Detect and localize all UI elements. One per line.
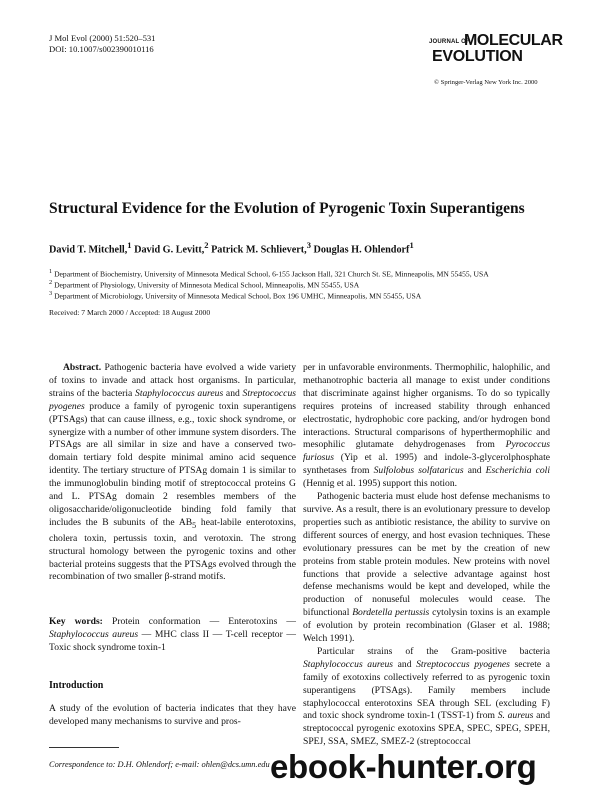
paragraph [303,491,550,646]
affiliation-text: Department of Microbiology, University of Minnesota Medical School, Box 196 UMHC, Minneapolis, MN 55455, USA [52,291,422,301]
footnote-rule [49,747,119,748]
text-run: secrete a family of exotoxins collectively referred to as pyrogenic toxin superantigens (PTSAgs). Family members include staphylococcal enterotoxins SEA through SEL (excluding F) and toxic shock syndrome toxin-1 (TSST-1) from [303,658,550,722]
text-run: Particular strains of the Gram-positive bacteria [317,645,550,657]
logo-word-molecular: MOLECULAR [464,32,563,49]
text-run: (Yip et al. 1995) and indole-3-glycerolphosphate synthetases from [303,452,550,477]
abstract-species: Streptococcus pyogenes [49,387,296,412]
introduction-text: A study of the evolution of bacteria indicates that they have developed many mechanisms to survive and pros- [49,703,296,727]
journal-logo [429,32,563,77]
journal-citation [49,33,155,54]
section-heading-introduction: Introduction [49,680,104,691]
abstract-species: Staphylococcus aureus [135,387,224,399]
paragraph [303,362,550,491]
body-right-column [303,362,550,749]
text-run: Pathogenic bacteria must elude host defense mechanisms to survive. As a result, there is an evolutionary pressure to develop properties such as antibiotic resistance, the ability to survive on different sources of energy, and host evasion techniques. These evolutionary pressures can be met by the creation of new proteins from stable protein modules. New proteins with novel functions that provide a selective advantage against host defense mechanisms would be kept and developed, while the production of nonuseful molecules would cease. The bifunctional [303,491,550,619]
species-name: S. aureus [497,710,534,722]
species-name: Staphylococcus aureus [303,658,394,670]
watermark: ebook-hunter.org [270,748,537,785]
text-run: and streptococcal pyrogenic exotoxins SPEA, SPEC, SPEG, SPEH, SPEJ, SSA, SMEZ, SMEZ-2 (streptococcal [303,710,550,748]
keywords-text: — MHC class II — T-cell receptor — Toxic shock syndrome toxin-1 [49,628,296,653]
text-run: and [393,658,417,670]
species-name: Pyrococcus furiosus [303,439,550,464]
author-name: Patrick M. Schlievert, [208,244,307,256]
author-affiliation-mark: 3 [306,240,311,250]
copyright-notice: © Springer-Verlag New York Inc. 2000 [434,79,538,86]
species-name: Streptococcus pyogenes [416,658,510,670]
keywords-label: Key words: [49,616,103,627]
keywords [49,616,296,655]
logo-word-evolution: EVOLUTION [432,48,523,65]
doi-line: DOI: 10.1007/s002390010116 [49,43,154,54]
author-name: David T. Mitchell, [49,244,128,256]
affiliation-number: 3 [49,290,53,297]
text-run: (Hennig et al. 1995) support this notion. [303,478,458,490]
species-name: Sulfolobus solfataricus [373,465,464,477]
author-name: David G. Levitt, [131,244,205,256]
received-dates: Received: 7 March 2000 / Accepted: 18 August 2000 [49,308,211,317]
author-affiliation-mark: 1 [127,240,132,250]
affiliation-3 [49,290,421,301]
author-list [49,240,414,255]
paper-title: Structural Evidence for the Evolution of Pyrogenic Toxin Superantigens [49,200,525,217]
author-affiliation-mark: 1 [409,240,414,250]
citation-line: J Mol Evol (2000) 51:520–531 [49,33,156,43]
affiliation-1 [49,268,489,279]
affiliation-number: 2 [49,279,53,286]
affiliation-text: Department of Physiology, University of Minnesota Medical School, Minneapolis, MN 55455, USA [52,280,360,290]
paragraph [303,646,550,749]
species-name: Escherichia coli [485,465,551,477]
affiliation-text: Department of Biochemistry, University of Minnesota Medical School, 6-155 Jackson Hall, 321 Church St. SE, Minneapolis, MN 55455, USA [52,269,489,279]
abstract-text: and [223,387,243,399]
correspondence-note: Correspondence to: D.H. Ohlendorf; e-mail: ohlen@dcs.umn.edu [49,760,270,769]
abstract [49,362,296,584]
logo-small-text: JOURNAL OF [429,39,470,45]
species-name: Bordetella pertussis [352,607,430,619]
affiliation-number: 1 [49,268,53,275]
abstract-subscript: 5 [192,520,197,530]
abstract-label: Abstract. [63,362,102,373]
text-run: cytolysin toxins is an example of evolution by protein recombination (Glaser et al. 1988; Welch 1991). [303,607,550,645]
author-affiliation-mark: 2 [204,240,209,250]
abstract-text: heat-labile enterotoxins, cholera toxin, pertussis toxin, and verotoxin. The strong structural homology between the pyrogenic toxins and other bacterial proteins suggests that the PTSAgs evolved through the recombination of two smaller β-strand motifs. [49,516,296,583]
keywords-species: Staphylococcus aureus [49,628,139,640]
abstract-text: Pathogenic bacteria have evolved a wide variety of toxins to invade and attack host organisms. In particular, strains of the bacteria [49,362,296,399]
keywords-text: Protein conformation — Enterotoxins — [102,616,296,627]
abstract-text: produce a family of pyrogenic toxin superantigens (PTSAgs) that can cause illness, e.g., toxic shock syndrome, or synergize with a number of other immune system disorders. The PTSAgs are all similar in size and have a conserved two-domain tertiary fold despite minimal amino acid sequence identity. The tertiary structure of PTSAg domain 1 is similar to the immunoglobulin binding motif of streptococcal proteins G and L. PTSAg domain 2 resembles members of the oligosaccharide/oligonucleotide binding fold family that includes the B subunits of the AB [49,400,296,528]
affiliation-2 [49,279,359,290]
text-run: and [463,465,486,477]
author-name: Douglas H. Ohlendorf [310,244,410,256]
text-run: per in unfavorable environments. Thermophilic, halophilic, and methanotrophic bacteria all manage to exist under conditions that discriminate against higher organisms. To do so typically requires proteins of increased stability through enhanced electrostatic, hydrophobic core packing, and/or hydrogen bond interactions. Structural comparisons of hyperthermophilic and mesophilic glutamate dehydrogenases from [303,362,550,451]
